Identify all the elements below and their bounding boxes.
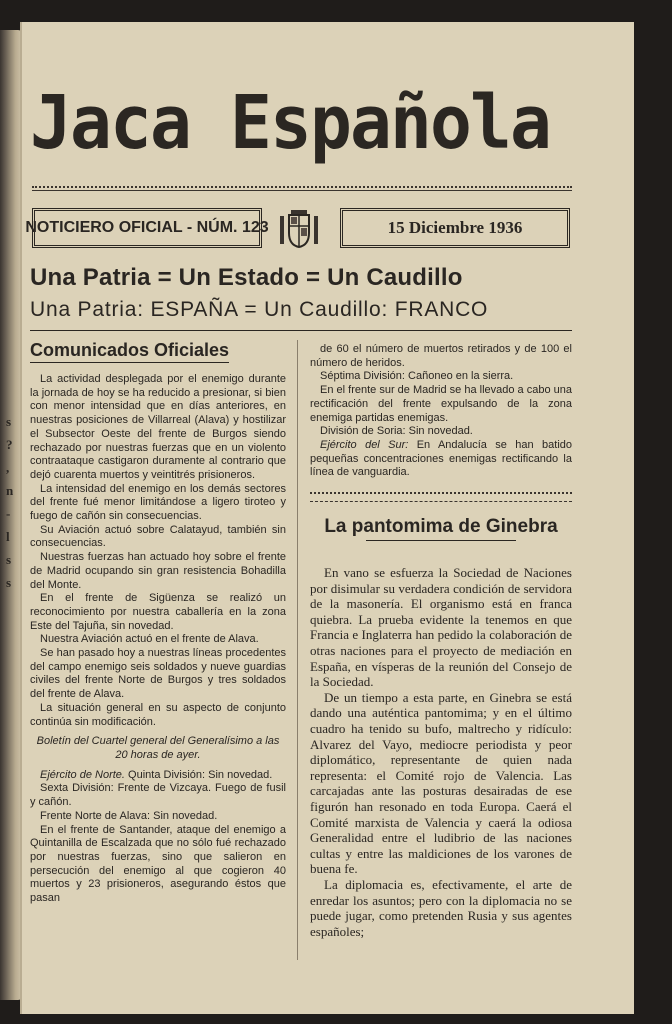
boletin-item (30, 769, 286, 783)
comunicado-paragraph: Nuestras fuerzas han actuado hoy sobre el frente de Madrid ocupando sin gran resistencia Bohadilla del Monte. (30, 551, 286, 591)
boletin-item (310, 343, 572, 370)
boletin-item-text: En Andalucía se han batido pequeñas concentraciones enemigas rectificando la línea de vanguardia. (310, 438, 572, 479)
slogan-rule (30, 330, 572, 331)
comunicado-paragraph: La actividad desplegada por el enemigo durante la jornada de hoy se ha reducido a presionar, si bien con menor intensidad que en días anteriores, en nuestras posiciones de Villarreal (Alava) y hostilizar el Subsector Oeste del frente de Burgos siendo rechazado por nuestras fuerzas que en un violento contraataque castigaron duramente al contrario que dejó cuarenta muertos y veintitrés prisioneros. (30, 373, 286, 481)
date-box: 15 Diciembre 1936 (340, 208, 570, 248)
article-paragraph: De un tiempo a esta parte, en Ginebra se está dando una auténtica pantomima; y en el último cuadro ha tenido su bufo, maltrecho y ridículo: Alvarez del Vayo, mediocre periodista y peor diplomático, representante de quien nada representa: el Comité rojo de Valencia. Las carcajadas ante las posturas desairadas de ese figurón han resonado en toda Europa. Caerá el Comité marxista de Valencia y caerá la odiosa Generalidad entre el ludibrio de las naciones cultas y entre las maldiciones de los varones de buena fe. (310, 689, 572, 877)
boletin-heading: Boletín del Cuartel general del Generalísimo a las 20 horas de ayer. (36, 735, 280, 761)
boletin-item (30, 810, 286, 824)
article-title: La pantomima de Ginebra (324, 516, 558, 538)
section-title-comunicados: Comunicados Oficiales (30, 340, 229, 363)
masthead-title: Jaca Española (30, 80, 550, 166)
boletin-item (310, 425, 572, 439)
spine-page-edge-text: s ? , n - l s s (6, 414, 14, 590)
column-divider (297, 340, 298, 960)
slogan-line-2: Una Patria: ESPAÑA = Un Caudillo: FRANCO (30, 298, 489, 321)
boletin-item-text: En el frente sur de Madrid se ha llevado a cabo una rectificación del frente expulsando de la zona enemiga partidas enemigas. (310, 384, 572, 424)
coat-of-arms-icon (276, 206, 322, 250)
comunicado-paragraph: La intensidad del enemigo en los demás sectores del frente fué menor limitándose a ligero tiroteo y fuego de cañón sin consecuencias. (30, 482, 286, 523)
article-paragraph: La diplomacia es, efectivamente, el arte de enredar los asuntos; pero con la diplomacia no se puede jugar, como pretenden Rusia y sus agentes españoles; (310, 876, 572, 939)
article-title-rule (366, 540, 516, 541)
book-spine-edge (0, 30, 22, 1000)
masthead-rule (32, 186, 572, 191)
boletin-item-text: Séptima División: Cañoneo en la sierra. (320, 370, 514, 383)
boletin-item-text: División de Soria: Sin novedad. (320, 425, 473, 438)
slogan-line-1: Una Patria = Un Estado = Un Caudillo (30, 264, 463, 291)
boletin-item (30, 782, 286, 809)
comunicado-paragraph: La situación general en su aspecto de conjunto continúa sin modificación. (30, 701, 286, 728)
issue-number-box: NOTICIERO OFICIAL - NÚM. 123 (32, 208, 262, 248)
comunicado-paragraph: Se han pasado hoy a nuestras líneas procedentes del campo enemigo seis soldados y nueve guardias civiles del frente Norte de Burgos y tres soldados del frente de Alava. (30, 647, 286, 701)
comunicado-paragraph: En el frente de Sigüenza se realizó un reconocimiento por nuestra caballería en la zona Este del Tajuña, sin novedad. (30, 592, 286, 632)
comunicado-paragraph: Su Aviación actuó sobre Calatayud, también sin consecuencias. (30, 523, 286, 550)
boletin-body (30, 769, 286, 906)
article-body (310, 565, 572, 939)
ornamental-rule (310, 492, 572, 502)
boletin-item-text: Quinta División: Sin novedad. (124, 768, 273, 781)
boletin-item (30, 824, 286, 906)
boletin-item-label: Ejército del Sur: (320, 438, 409, 451)
right-column (310, 343, 572, 939)
comunicado-paragraph: Nuestra Aviación actuó en el frente de Alava. (40, 633, 259, 646)
boletin-item (310, 439, 572, 480)
boletin-item (310, 370, 572, 384)
comunicados-continued (310, 343, 572, 480)
left-column (30, 340, 286, 906)
comunicados-body (30, 373, 286, 729)
boletin-item-text: Frente Norte de Alava: Sin novedad. (40, 809, 218, 822)
boletin-item-text: de 60 el número de muertos retirados y de 100 el número de heridos. (310, 343, 572, 369)
boletin-item-label: Ejército de Norte. (40, 768, 125, 781)
boletin-item-text: En el frente de Santander, ataque del enemigo a Quintanilla de Escalzada que no sólo fué rechazado por nuestras fuerzas, sino que salieron en persecución del enemigo al que cogieron 40 muertos y 23 prisioneros, asegurando éstos que pasan (30, 823, 286, 905)
article-paragraph: En vano se esfuerza la Sociedad de Naciones por disimular su verdadera condición de servidora de la masonería. El organismo está en franca quiebra. La prueba evidente la tenemos en que Francia e Inglaterra han pedido la colaboración de otras naciones para el proyecto de mediación en España, en vísperas de la reunión del Consejo de la Sociedad. (310, 565, 572, 690)
boletin-item-text: Sexta División: Frente de Vizcaya. Fuego de fusil y cañón. (30, 782, 286, 809)
boletin-item (310, 384, 572, 425)
